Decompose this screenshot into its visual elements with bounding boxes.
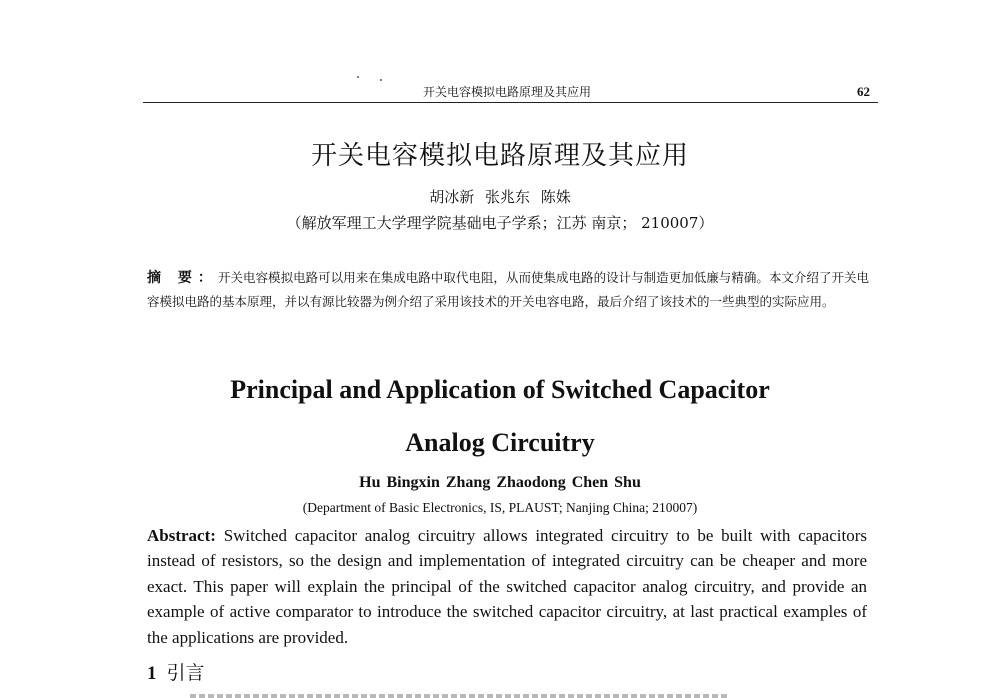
chinese-abstract-text: 开关电容模拟电路可以用来在集成电路中取代电阻，从而使集成电路的设计与制造更加低廉与精确。本文介绍了开关电容模拟电路的基本原理，并以有源比较器为例介绍了采用该技术的开关电容电路，最后介绍了该技术的一些典型的实际应用。 xyxy=(147,270,869,309)
english-abstract-text: Switched capacitor analog circuitry allows integrated circuitry to be built with capacitors instead of resistors, so the design and implementation of integrated circuitry can be cheaper and more exact. This paper will explain the principal of the switched capacitor analog circuitry, and provide an example of active comparator to introduce the switched capacitor circuitry, at last practical examples of the applications are provided. xyxy=(147,526,867,647)
english-abstract xyxy=(147,523,867,650)
chinese-title: 开关电容模拟电路原理及其应用 xyxy=(310,141,689,171)
running-title: 开关电容模拟电路原理及其应用 xyxy=(423,85,592,99)
chinese-affiliation: （解放军理工大学理学院基础电子学系；江苏 南京； 210007） xyxy=(286,214,714,232)
section-heading xyxy=(147,661,205,686)
chinese-abstract xyxy=(147,266,869,313)
section-title: 引言 xyxy=(166,662,205,684)
cut-off-text-line xyxy=(190,694,730,698)
section-number: 1 xyxy=(147,663,157,684)
english-authors: Hu Bingxin Zhang Zhaodong Chen Shu xyxy=(359,474,641,491)
chinese-authors: 胡冰新 张兆东 陈姝 xyxy=(429,188,571,206)
scan-speck xyxy=(357,76,359,78)
english-abstract-label: Abstract: xyxy=(147,526,224,545)
english-title-line2: Analog Circuitry xyxy=(405,428,595,457)
english-affiliation: (Department of Basic Electronics, IS, PLAUST; Nanjing China; 210007) xyxy=(302,500,698,515)
running-header xyxy=(143,84,878,103)
page-number: 62 xyxy=(857,84,870,99)
scan-speck xyxy=(380,79,382,81)
english-title-line1: Principal and Application of Switched Capacitor xyxy=(230,375,770,404)
chinese-abstract-label: 摘 要： xyxy=(147,270,218,286)
